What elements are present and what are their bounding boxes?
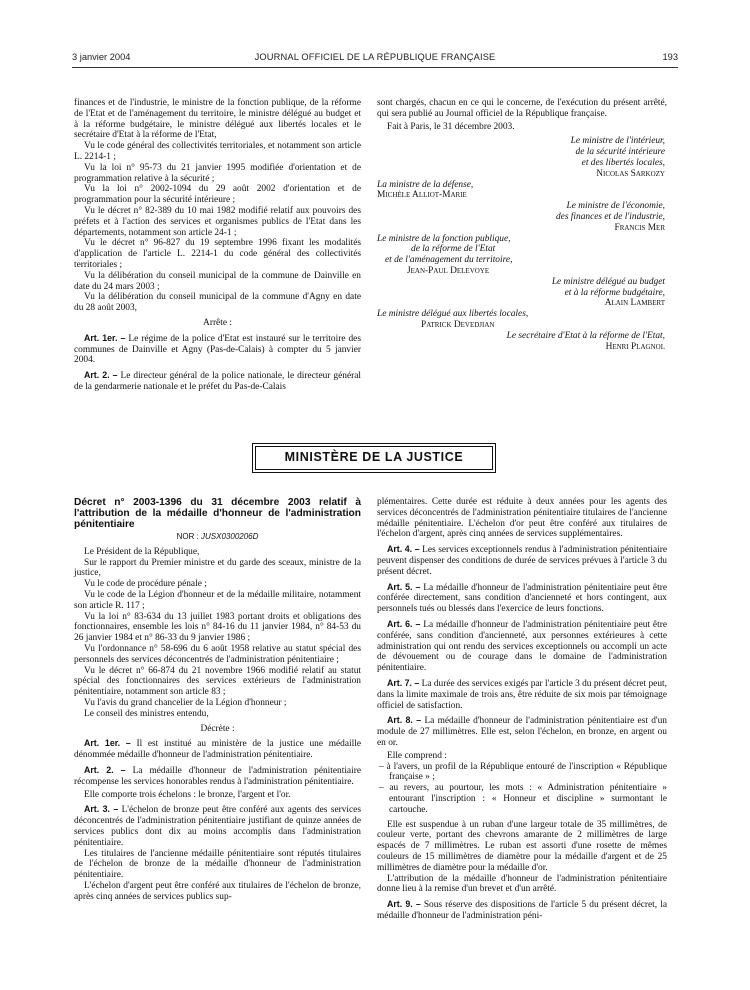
nor-reference [74,532,361,543]
header-title: JOURNAL OFFICIEL DE LA RÉPUBLIQUE FRANÇAISE [254,52,496,62]
signature-name: Michèle Alliot-Marie [377,190,467,201]
paragraph: sont chargés, chacun en ce qui le concerne, de l'exécution du présent arrêté, qui sera publié au Journal officiel de la République française. [377,98,667,119]
article-label: Art. 9. – [387,899,421,910]
article [377,899,667,922]
signature-title: des finances et de l'industrie, [555,211,665,222]
article [377,582,667,615]
ministry-heading-box: MINISTÈRE DE LA JUSTICE [255,446,493,470]
article-text: Les services exceptionnels rendus à l'administration pénitentiaire peuvent dispenser des conditions de durée de services prévues à l'article 3 du présent décret. [377,545,667,577]
column-4 [377,497,667,922]
paragraph: Vu la loi n° 83-634 du 13 juillet 1983 portant droits et obligations des fonctionnaires, ensemble les lois n° 84-16 du 11 janvier 1984, n° 84-53 du 26 janvier 1984 et n° 86-33 du 9 janvier 1986 ; [74,611,361,644]
article [377,678,667,711]
signature-title: Le ministre délégué au budget [551,276,665,287]
article-label: Art. 2. – [84,370,118,381]
paragraph: Le conseil des ministres entendu, [84,708,209,719]
paragraph: Les titulaires de l'ancienne médaille pénitentiaire sont réputés titulaires de l'échelon de bronze de la médaille d'honneur de l'administration pénitentiaire. [74,848,361,881]
column-3 [74,497,361,903]
signature-title: de la sécurité intérieure [575,147,665,158]
paragraph: Vu la délibération du conseil municipal de la commune de Dainville en date du 24 mars 2003 ; [74,270,361,292]
paragraph: Vu la loi n° 2002-1094 du 29 août 2002 d'orientation et de programmation pour la sécurité intérieure ; [74,184,361,206]
paragraph: Vu le décret n° 82-389 du 10 mai 1982 modifié relatif aux pouvoirs des préfets et à l'action des services et organismes publics de l'Etat dans les départements, notamment son article 24-1 ; [74,205,361,238]
article-text: Le directeur général de la police nationale, le directeur général de la gendarmerie nationale et le préfet du Pas-de-Calais [74,371,361,392]
column-2 [377,98,667,352]
paragraph: Vu la délibération du conseil municipal de la commune d'Agny en date du 28 août 2003, [74,292,361,314]
signature-name: Patrick Devedjian [421,319,495,330]
column-1 [74,98,361,393]
paragraph: finances et de l'industrie, le ministre de la fonction publique, de la réforme de l'Etat et de l'aménagement du territoire, le ministre délégué au budget et à la réforme budgétaire, le ministre délégué aux libertés locales et le secrétaire d'Etat à la réforme de l'Etat, [74,98,361,141]
article-text: Sous réserve des dispositions de l'article 5 du présent décret, la médaille d'honneur de l'administration péni- [377,900,667,921]
paragraph: plémentaires. Cette durée est réduite à deux années pour les agents des services déconcentrés de l'administration pénitentiaire titulaires de l'ancienne médaille pénitentiaire. L'échelon d'or peut être conféré aux titulaires de l'échelon d'argent, après cinq années de services supplémentaires. [377,497,667,540]
paragraph: Elle est suspendue à un ruban d'une largeur totale de 35 millimètres, de couleur verte, portant des chevrons amarante de 2 millimètres de large espacés de 7 millimètres. Le ruban est assorti d'une rosette de mêmes couleurs de 15 millimètres de diamètre pour la médaille d'argent et de 25 millimètres de diamètre pour la médaille d'or. [377,819,667,873]
list-item: – au revers, au pourtour, les mots : « Administration pénitentiaire » entourant l'inscription : « Honneur et discipline » surmontant le cartouche. [379,783,667,815]
article-text: La médaille d'honneur de l'administration pénitentiaire récompense les services honorables rendus à l'administration pénitentiaire. [74,765,361,787]
decrete-heading: Décrète : [200,723,235,734]
signature-title: et de l'aménagement du territoire, [385,255,513,266]
article-text: Il est institué au ministère de la justice une médaille dénommée médaille d'honneur de l'administration pénitentiaire. [74,739,361,761]
article [74,804,361,848]
article-text: La durée des services exigés par l'article 3 du présent décret peut, dans la limite maximale de trois ans, être réduite de six mois par témoignage officiel de satisfaction. [377,678,667,711]
signature-title: Le ministre de la fonction publique, [377,233,511,244]
header-rule [72,67,678,68]
arrete-heading: Arrête : [203,317,232,328]
nor-label: NOR : [176,532,202,541]
signature-title: La ministre de la défense, [377,179,474,190]
article [377,544,667,577]
article-label: Art. 5. – [387,581,421,592]
signature-name: Francis Mer [614,222,665,233]
paragraph: Vu le code général des collectivités territoriales, et notamment son article L. 2214-1 ; [74,141,361,162]
article-text: La médaille d'honneur de l'administration pénitentiaire peut être conférée directement, sans condition d'ancienneté et hors contingent, aux personnels tués ou blessés dans l'exercice de leurs fonctions. [377,582,667,615]
signature-name: Nicolas Sarkozy [596,168,665,179]
paragraph: Vu le code de la Légion d'honneur et de la médaille militaire, notamment son article R. 117 ; [74,589,361,611]
paragraph: Vu l'avis du grand chancelier de la Légion d'honneur ; [84,697,287,708]
nor-code: JUSX0300206D [201,532,259,541]
article-label: Art. 1er. – [84,332,126,343]
paragraph: Sur le rapport du Premier ministre et du garde des sceaux, ministre de la justice, [74,557,361,579]
paragraph: Vu le code de procédure pénale ; [84,579,207,590]
list-item: – à l'avers, un profil de la République entouré de l'inscription « République française » ; [379,761,667,783]
article [377,715,667,748]
article-text: La médaille d'honneur de l'administration pénitentiaire peut être conférée, sans condition d'ancienneté, aux personnes extérieures à cette administration qui ont rendu des services exceptionnels ou accompli un acte de dévouement ou de courage dans le domaine de l'administration pénitentiaire. [377,619,667,674]
signature-title: Le ministre délégué aux libertés locales, [377,309,529,320]
article-label: Art. 1er. – [84,738,131,749]
signature-title: de la réforme de l'Etat [411,244,496,255]
article-label: Art. 6. – [387,618,421,629]
header-date: 3 janvier 2004 [72,52,131,62]
paragraph: Vu la loi n° 95-73 du 21 janvier 1995 modifiée d'orientation et de programmation relative à la sécurité ; [74,162,361,184]
article-text: L'échelon de bronze peut être conféré aux agents des services déconcentrés de l'administration pénitentiaire justifiant de quinze années de services publics dont dix au moins accomplis dans l'administration pénitentiaire. [74,805,361,848]
article [74,738,361,761]
article [74,370,361,393]
paragraph: Vu le décret n° 96-827 du 19 septembre 1996 fixant les modalités d'application de l'article L. 2214-1 du code général des collectivités territoriales ; [74,238,361,270]
signature-name: Alain Lambert [604,298,665,309]
signature-title: Le ministre de l'économie, [566,201,665,212]
page-number: 193 [662,52,678,62]
paragraph: L'attribution de la médaille d'honneur de l'administration pénitentiaire donne lieu à la remise d'un brevet et d'un arrêté. [377,873,667,895]
article [74,765,361,788]
page-header [72,52,678,66]
paragraph: L'échelon d'argent peut être conféré aux titulaires de l'échelon de bronze, après cinq années de services publics sup- [74,880,361,902]
paragraph: Elle comporte trois échelons : le bronze, l'argent et l'or. [84,789,291,800]
signature-name: Henri Plagnol [605,341,665,352]
article-text: La médaille d'honneur de l'administration pénitentiaire est d'un module de 27 millimètres. Elle est, selon l'échelon, en bronze, en argent ou en or. [377,716,667,748]
signature-title: Le ministre de l'intérieur, [570,136,665,147]
article [377,619,667,674]
article-label: Art. 3. – [84,804,119,815]
signature-title: et des libertés locales, [581,157,665,168]
article [74,333,361,366]
paragraph: Vu l'ordonnance n° 58-696 du 6 août 1958 relative au statut spécial des personnels des services déconcentrés de l'administration pénitentiaire ; [74,643,361,665]
signature-name: Jean-Paul Delevoye [407,265,490,276]
paragraph-date: Fait à Paris, le 31 décembre 2003. [387,121,515,132]
paragraph: Le Président de la République, [84,546,200,557]
paragraph: Vu le décret n° 66-874 du 21 novembre 1966 modifié relatif au statut spécial des fonctionnaires des services extérieurs de l'administration pénitentiaire, notamment son article 83 ; [74,665,361,698]
signature-title: et à la réforme budgétaire, [564,287,665,298]
signature-title: Le secrétaire d'Etat à la réforme de l'Etat, [506,330,665,341]
article-label: Art. 4. – [387,544,420,555]
paragraph: Elle comprend : [387,750,447,761]
article-text: Le régime de la police d'Etat est instauré sur le territoire des communes de Dainville et Agny (Pas-de-Calais) à compter du 5 janvier 2004. [74,333,361,366]
article-label: Art. 2. – [84,764,126,775]
article-label: Art. 7. – [387,677,420,688]
decree-title: Décret n° 2003-1396 du 31 décembre 2003 relatif à l'attribution de la médaille d'honneur de l'administration pénitentiaire [74,497,361,530]
article-label: Art. 8. – [387,715,422,726]
